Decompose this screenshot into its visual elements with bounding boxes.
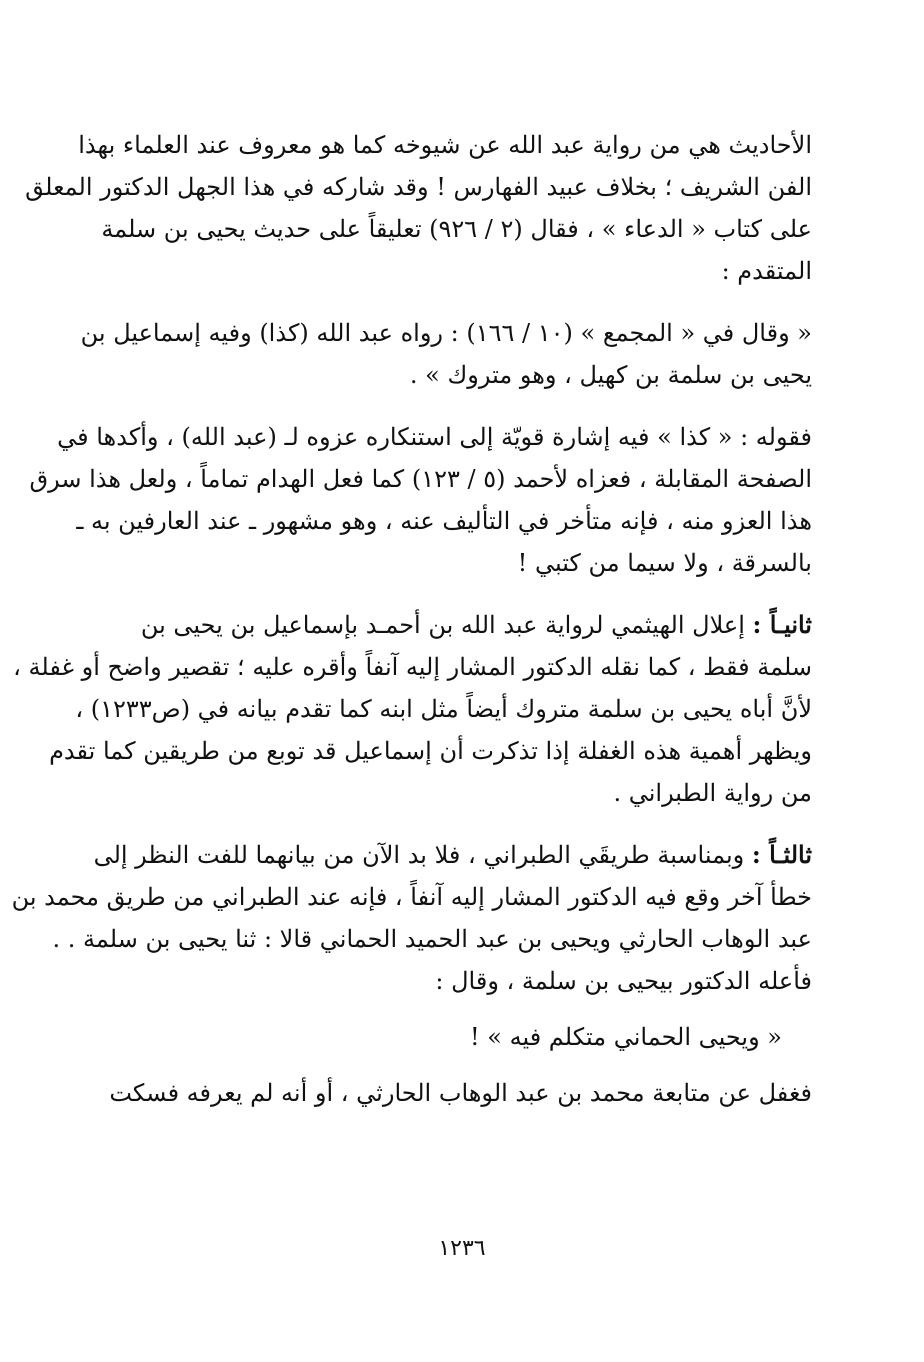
text-line: ويظهر أهمية هذه الغفلة إذا تذكرت أن إسماعيل قد توبع من طريقين كما تقدم bbox=[49, 737, 812, 765]
text-line: الأحاديث هي من رواية عبد الله عن شيوخه كما هو معروف عند العلماء بهذا bbox=[78, 131, 812, 159]
text-line: من رواية الطبراني . bbox=[613, 779, 812, 807]
text-line: الفن الشريف ؛ بخلاف عبيد الفهارس ! وقد شاركه في هذا الجهل الدكتور المعلق bbox=[25, 173, 812, 201]
text-line: يحيى بن سلمة بن كهيل ، وهو متروك » . bbox=[409, 361, 812, 389]
text-line: هذا العزو منه ، فإنه متأخر في التأليف عنه ، وهو مشهور ـ عند العارفين به ـ bbox=[76, 507, 812, 535]
text-line: خطأ آخر وقع فيه الدكتور المشار إليه آنفاً ، فإنه عند الطبراني من طريق محمد بن bbox=[11, 883, 812, 911]
section-lead: ثالثـاً : bbox=[751, 840, 812, 869]
text-line: بالسرقة ، ولا سيما من كتبي ! bbox=[517, 549, 812, 577]
text-line: المتقدم : bbox=[721, 257, 812, 285]
section-lead: ثانيـاً : bbox=[752, 610, 812, 639]
text-line: الصفحة المقابلة ، فعزاه لأحمد (٥ / ١٢٣) كما فعل الهدام تماماً ، ولعل هذا سرق bbox=[29, 465, 812, 493]
text-line: عبد الوهاب الحارثي ويحيى بن عبد الحميد الحماني قالا : ثنا يحيى بن سلمة . . bbox=[52, 925, 812, 953]
text-line bbox=[68, 834, 812, 876]
text-line bbox=[68, 604, 812, 646]
paragraph-3 bbox=[29, 416, 812, 584]
text-line: على كتاب « الدعاء » ، فقال (٢ / ٩٢٦) تعليقاً على حديث يحيى بن سلمة bbox=[101, 215, 812, 243]
text-line: سلمة فقط ، كما نقله الدكتور المشار إليه آنفاً وأقره عليه ؛ تقصير واضح أو غفلة ، bbox=[13, 653, 812, 681]
text-line: فقوله : « كذا » فيه إشارة قويّة إلى استنكاره عزوه لـ (عبد الله) ، وأكدها في bbox=[57, 423, 812, 451]
paragraph-1 bbox=[25, 124, 812, 292]
text-segment: وبمناسبة طريقَي الطبراني ، فلا بد الآن من بيانهما للفت النظر إلى bbox=[93, 841, 752, 869]
paragraph-final bbox=[68, 1072, 812, 1114]
text-line: « ويحيى الحماني متكلم فيه » ! bbox=[470, 1023, 782, 1051]
text-line: فغفل عن متابعة محمد بن عبد الوهاب الحارثي ، أو أنه لم يعرفه فسكت bbox=[109, 1079, 812, 1107]
text-line: « وقال في « المجمع » (١٠ / ١٦٦) : رواه عبد الله (كذا) وفيه إسماعيل بن bbox=[80, 319, 812, 347]
text-line: فأعله الدكتور بيحيى بن سلمة ، وقال : bbox=[435, 967, 812, 995]
text-line: لأنَّ أباه يحيى بن سلمة متروك أيضاً مثل ابنه كما تقدم بيانه في (ص١٢٣٣) ، bbox=[75, 695, 812, 723]
paragraph-secondly bbox=[13, 604, 812, 814]
quoted-remark bbox=[68, 1016, 812, 1058]
quotation-paragraph bbox=[68, 312, 812, 396]
paragraph-thirdly bbox=[11, 834, 812, 1002]
text-segment: إعلال الهيثمي لرواية عبد الله بن أحمـد بإسماعيل بن يحيى بن bbox=[140, 611, 753, 639]
page-number: ١٢٣٦ bbox=[438, 1236, 486, 1261]
